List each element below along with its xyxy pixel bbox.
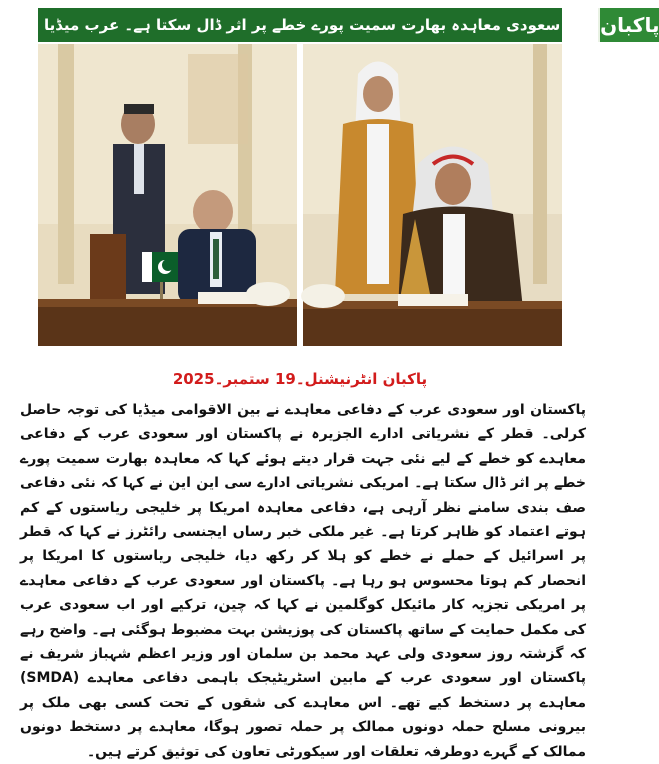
photo-saudi-signing <box>303 44 562 346</box>
header-banner <box>38 8 659 42</box>
brand-logo: پاکبان <box>598 8 659 42</box>
article-body: پاکستان اور سعودی عرب کے دفاعی معاہدے نے بین الاقوامی میڈیا کی توجہ حاصل کرلی۔ قطر کے نشریاتی ادارے الجزیرہ نے پاکستان اور سعودی عرب کے دفاعی معاہدے کو خطے کے لیے نئی جہت قرار دیتے ہوئے کہا کہ معاہدہ بھارت سمیت پورے خطے پر اثر ڈال سکتا ہے۔ امریکی نشریاتی ادارے سی این این نے کہا کہ نئی دفاعی صف بندی سامنے نظر آرہی ہے، دفاعی معاہدہ امریکا پر خلیجی ریاستوں کے کم ہوتے اعتماد کو ظاہر کرتا ہے۔ غیر ملکی خبر رساں ایجنسی رائٹرز نے کہا کہ قطر پر اسرائیل کے حملے نے خطے کو ہلا کر رکھ دیا، خلیجی ریاستوں کا امریکا پر انحصار کم ہوتا محسوس ہو رہا ہے۔ پاکستان اور سعودی عرب کے دفاعی معاہدے پر امریکی تجزیہ کار مائیکل کوگلمین نے کہا کہ چین، ترکیے اور اب سعودی عرب کی مکمل حمایت کے ساتھ پاکستان کی پوزیشن بہت مضبوط ہوگئی ہے۔ واضح رہے کہ گزشتہ روز سعودی ولی عہد محمد بن سلمان اور وزیر اعظم شہباز شریف نے پاکستان اور سعودی عرب کے مابین اسٹریٹیجک باہمی دفاعی معاہدے (SMDA) معاہدے پر دستخط کیے تھے۔ اس معاہدے کی شقوں کے تحت کسی بھی ملک پر بیرونی مسلح حملہ دونوں ممالک پر حملہ تصور ہوگا، معاہدے پر دستخط دونوں ممالک کے گہرے دوطرفہ تعلقات اور سیکورٹی تعاون کی توثیق کرتے ہیں۔ <box>20 402 586 760</box>
photo-pakistan-signing <box>38 44 297 346</box>
dateline: پاکبان انٹرنیشنل۔19 ستمبر۔2025 <box>172 370 428 388</box>
signing-illustration-left <box>38 44 297 346</box>
headline: پاک سعودی معاہدہ بھارت سمیت پورے خطے پر اثر ڈال سکتا ہے۔ عرب میڈیا <box>44 16 593 34</box>
signing-illustration-right <box>303 44 562 346</box>
photo-row <box>38 44 562 346</box>
